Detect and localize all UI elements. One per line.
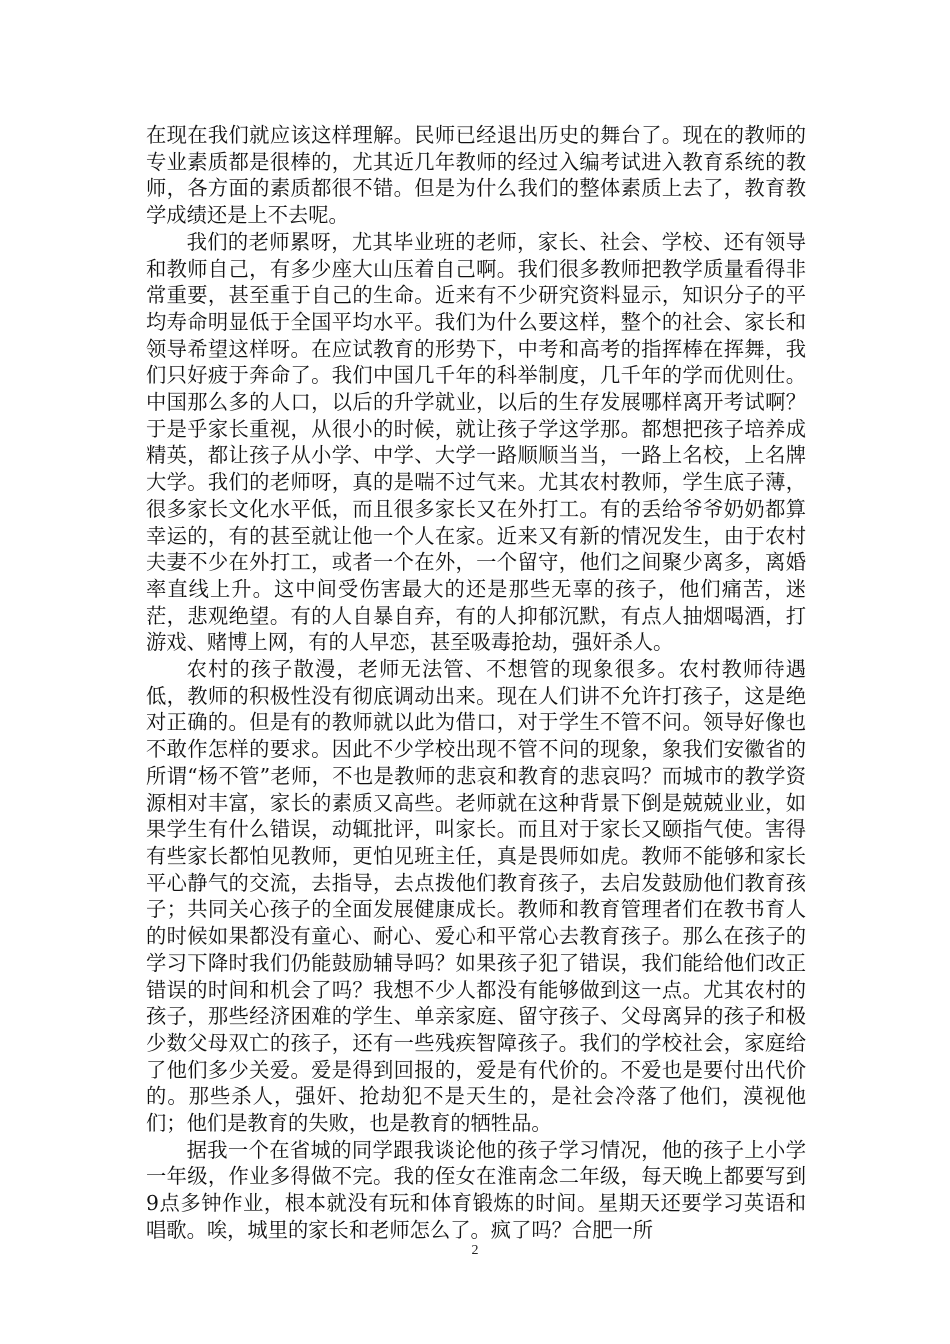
paragraph-3: 农村的孩子散漫，老师无法管、不想管的现象很多。农村教师待遇低，教师的积极性没有彻底调动出来。现在人们讲不允许打孩子，这是绝对正确的。但是有的教师就以此为借口，对于学生不管不问。领导好像也不敢作怎样的要求。因此不少学校出现不管不问的现象，象我们安徽省的所谓“杨不管”老师，不也是教师的悲哀和教育的悲哀吗？而城市的教学资源相对丰富，家长的素质又高些。老师就在这种背景下倒是兢兢业业，如果学生有什么错误，动辄批评，叫家长。而且对于家长又颐指气使。害得有些家长都怕见教师，更怕见班主任，真是畏师如虎。教师不能够和家长平心静气的交流，去指导，去点拨他们教育孩子，去启发鼓励他们教育孩子；共同关心孩子的全面发展健康成长。教师和教育管理者们在教书育人的时候如果都没有童心、耐心、爱心和平常心去教育孩子。那么在孩子的学习下降时我们仍能鼓励辅导吗？如果孩子犯了错误，我们能给他们改正错误的时间和机会了吗？我想不少人都没有能够做到这一点。尤其农村的孩子，那些经济困难的学生、单亲家庭、留守孩子、父母离异的孩子和极少数父母双亡的孩子，还有一些残疾智障孩子。我们的学校社会，家庭给了他们多少关爱。爱是得到回报的，爱是有代价的。不爱也是要付出代价的。那些杀人，强奸、抢劫犯不是天生的，是社会冷落了他们，漠视他们；他们是教育的失败，也是教育的牺牲品。: [146, 657, 806, 1136]
document-body: [146, 122, 806, 1244]
page-number: 2: [471, 1243, 479, 1258]
paragraph-1: 在现在我们就应该这样理解。民师已经退出历史的舞台了。现在的教师的专业素质都是很棒的，尤其近几年教师的经过入编考试进入教育系统的教师，各方面的素质都很不错。但是为什么我们的整体素质上去了，教育教学成绩还是上不去呢。: [146, 123, 806, 228]
paragraph-2: 我们的老师累呀，尤其毕业班的老师，家长、社会、学校、还有领导和教师自己，有多少座大山压着自己啊。我们很多教师把教学质量看得非常重要，甚至重于自己的生命。近来有不少研究资料显示，知识分子的平均寿命明显低于全国平均水平。我们为什么要这样，整个的社会、家长和领导希望这样呀。在应试教育的形势下，中考和高考的指挥棒在挥舞，我们只好疲于奔命了。我们中国几千年的科举制度，几千年的学而优则仕。中国那么多的人口，以后的升学就业，以后的生存发展哪样离开考试啊？于是乎家长重视，从很小的时候，就让孩子学这学那。都想把孩子培养成精英，都让孩子从小学、中学、大学一路顺顺当当，一路上名校，上名牌大学。我们的老师呀，真的是喘不过气来。尤其农村教师，学生底子薄，很多家长文化水平低，而且很多家长又在外打工。有的丢给爷爷奶奶都算幸运的，有的甚至就让他一个人在家。近来又有新的情况发生，由于农村夫妻不少在外打工，或者一个在外，一个留守，他们之间聚少离多，离婚率直线上升。这中间受伤害最大的还是那些无辜的孩子，他们痛苦，迷茫，悲观绝望。有的人自暴自弃，有的人抑郁沉默，有点人抽烟喝酒，打游戏、赌博上网，有的人早恋，甚至吸毒抢劫，强奸杀人。: [146, 229, 806, 655]
paragraph-4: 据我一个在省城的同学跟我谈论他的孩子学习情况，他的孩子上小学一年级，作业多得做不完。我的侄女在淮南念二年级，每天晚上都要写到9点多钟作业，根本就没有玩和体育锻炼的时间。星期天还要学习英语和唱歌。唉，城里的家长和老师怎么了。疯了吗？合肥一所: [146, 1137, 806, 1242]
